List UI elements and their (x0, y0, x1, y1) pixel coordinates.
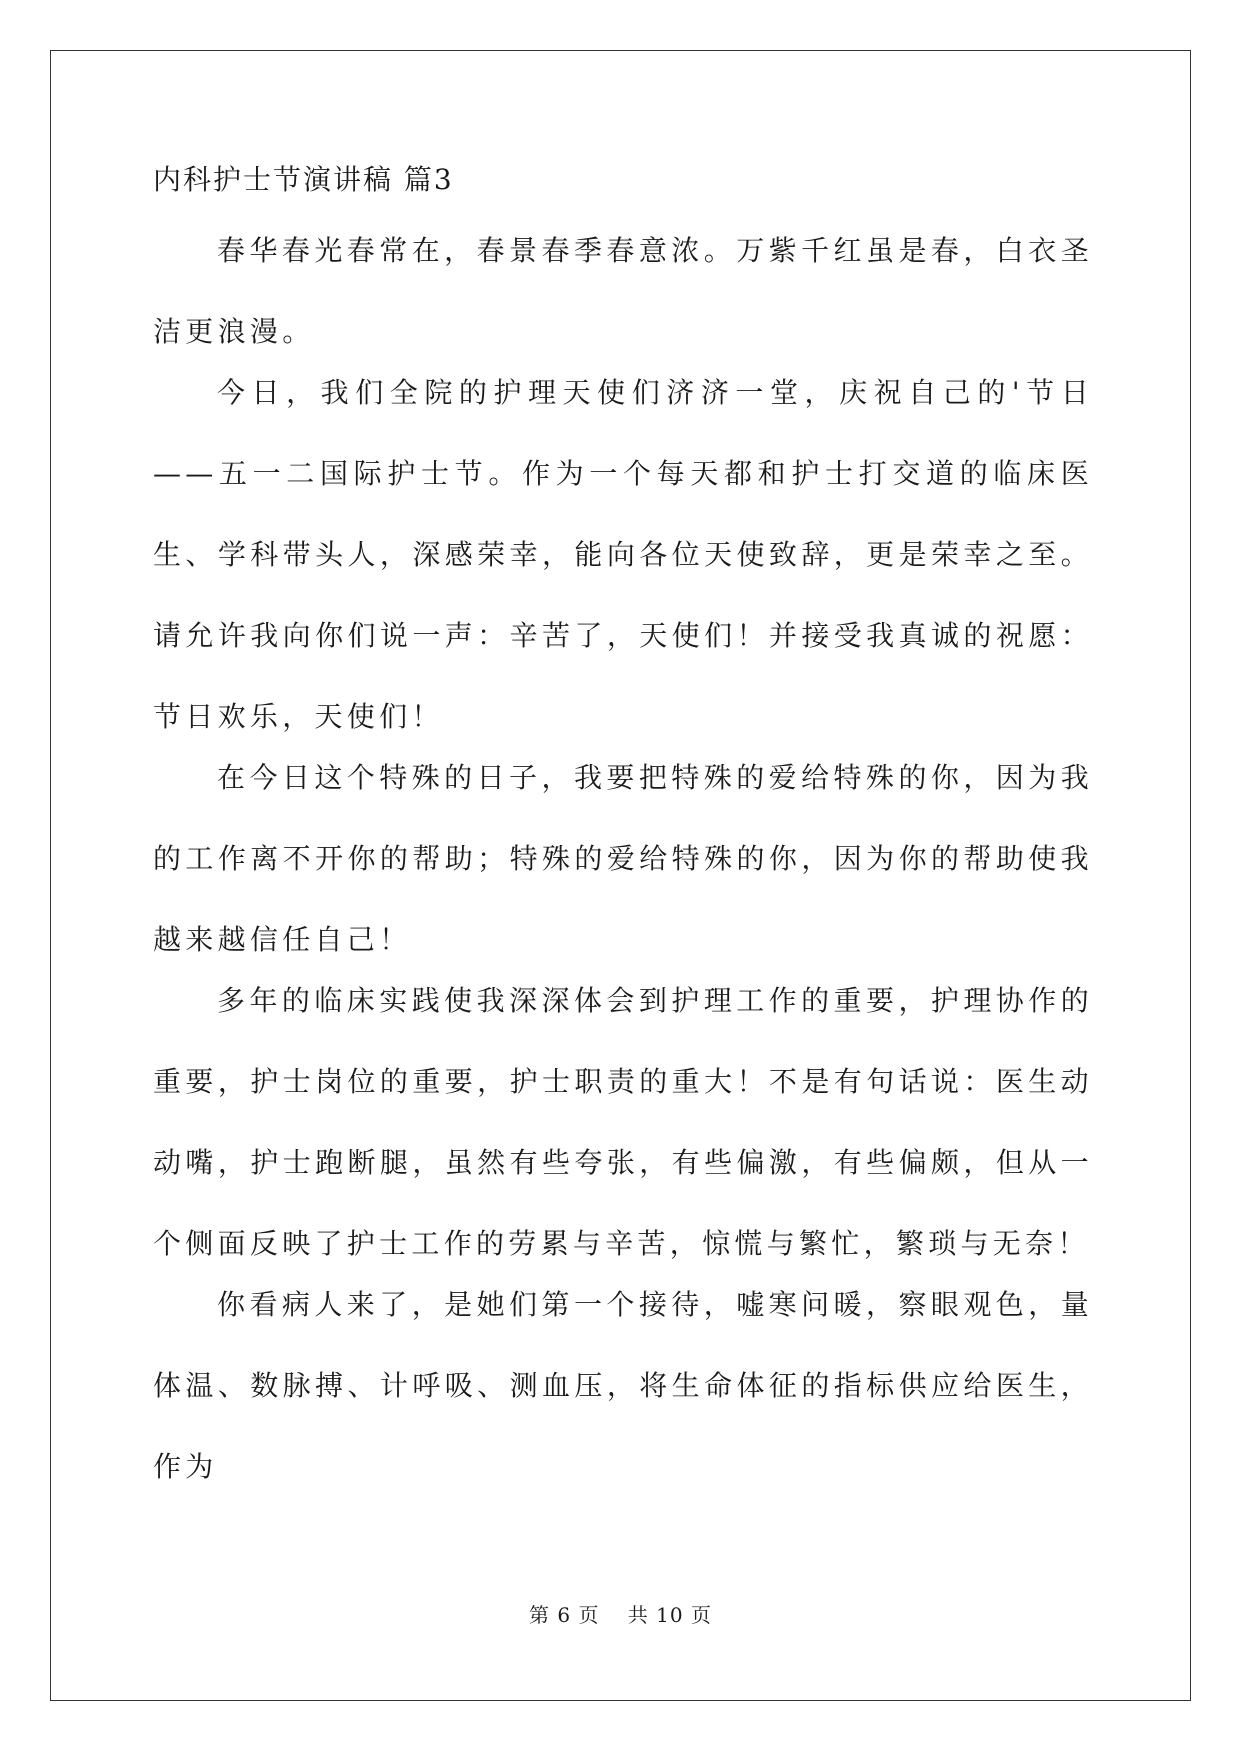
paragraph: 多年的临床实践使我深深体会到护理工作的重要，护理协作的重要，护士岗位的重要，护士职责的重大！不是有句话说：医生动动嘴，护士跑断腿，虽然有些夸张，有些偏激，有些偏颇，但从一个侧面反映了护士工作的劳累与辛苦，惊慌与繁忙，繁琐与无奈！ (153, 984, 1093, 1260)
paragraph: 你看病人来了，是她们第一个接待，嘘寒问暖，察眼观色，量体温、数脉搏、计呼吸、测血压，将生命体征的指标供应给医生，作为 (153, 1288, 1093, 1483)
section-heading: 内科护士节演讲稿 篇3 (153, 163, 454, 196)
paragraph: 春华春光春常在，春景春季春意浓。万紫千红虽是春，白衣圣洁更浪漫。 (153, 234, 1093, 348)
paragraph: 今日，我们全院的护理天使们济济一堂，庆祝自己的'节日——五一二国际护士节。作为一个每天都和护士打交道的临床医生、学科带头人，深感荣幸，能向各位天使致辞，更是荣幸之至。请允许我向你们说一声：辛苦了，天使们！并接受我真诚的祝愿：节日欢乐，天使们！ (153, 376, 1093, 733)
paragraph: 在今日这个特殊的日子，我要把特殊的爱给特殊的你，因为我的工作离不开你的帮助；特殊的爱给特殊的你，因为你的帮助使我越来越信任自己！ (153, 761, 1093, 956)
page-footer: 第 6 页 共 10 页 (529, 1603, 712, 1627)
document-body (153, 160, 1093, 1507)
